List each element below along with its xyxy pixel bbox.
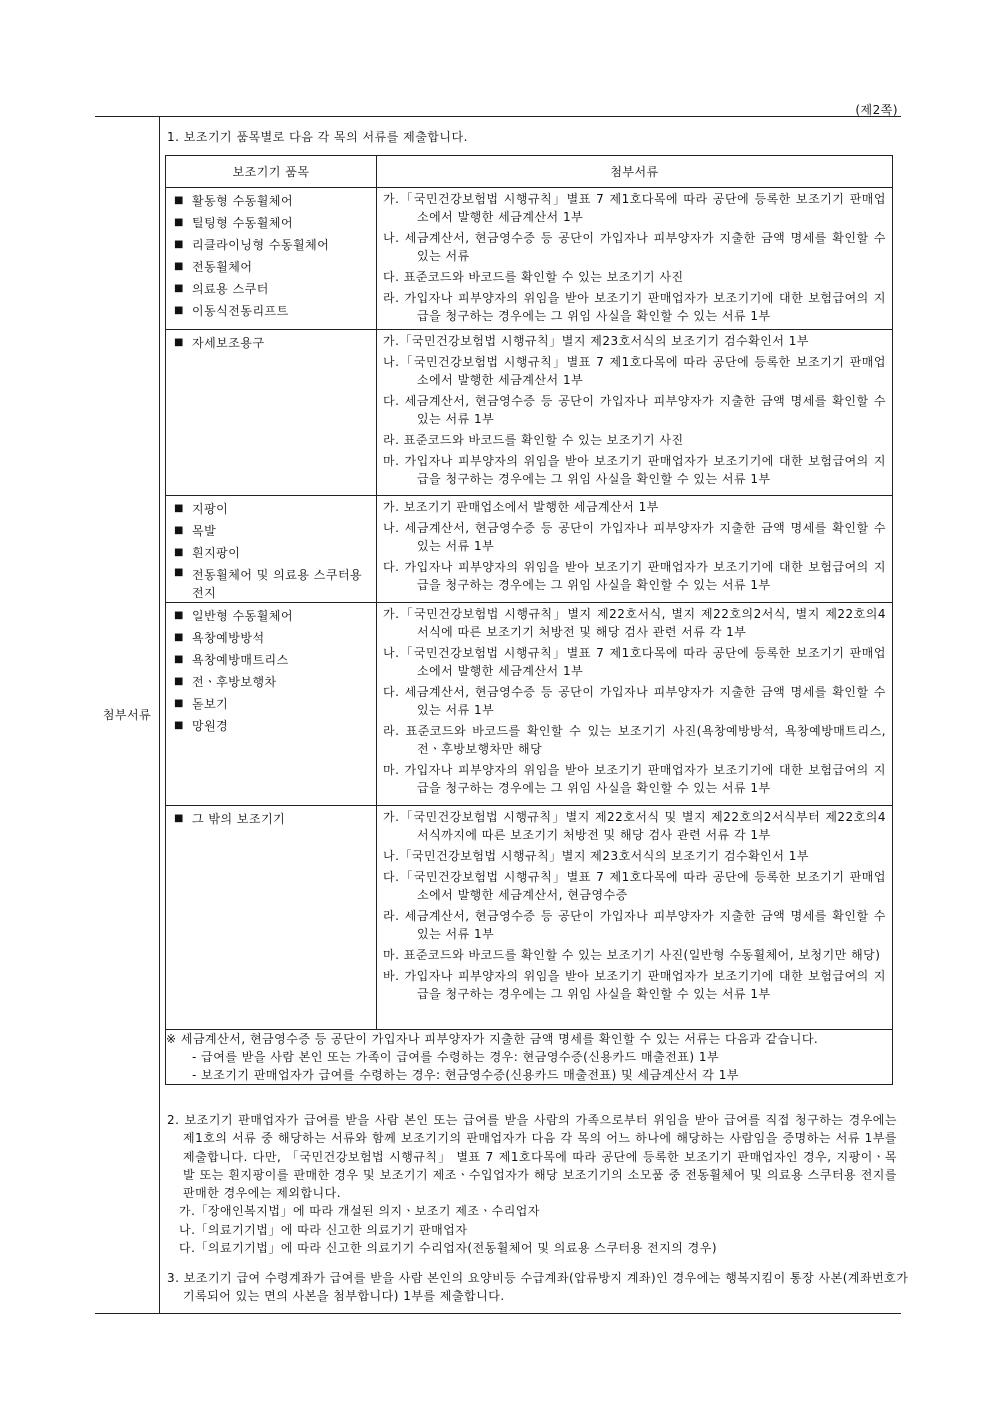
item-name: ■ 활동형 수동휠체어: [174, 190, 376, 212]
table-row: [166, 188, 893, 330]
doc-item: 가. 보조기기 판매업소에서 발행한 세금계산서 1부: [383, 500, 659, 514]
item-name: ■ 전동휠체어 및 의료용 스쿠터용 전지: [174, 564, 376, 602]
doc-item: 가.「국민건강보험법 시행규칙」별지 제22호서식, 별지 제22호의2서식, 별지 제22호의4서식에 따른 보조기기 처방전 및 해당 검사 관련 서류 각 1부: [383, 607, 886, 639]
item-name: ■ 전ㆍ후방보행차: [174, 671, 376, 693]
item-name: ■ 틸팅형 수동휠체어: [174, 212, 376, 234]
item-name: ■ 돋보기: [174, 693, 376, 715]
form-frame: [95, 116, 909, 1314]
note-sub-2: - 보조기기 판매업자가 급여를 수령하는 경우: 현금영수증(신용카드 매출전표) 및 세금계산서 각 1부: [192, 1068, 739, 1082]
doc-item: 라. 세금계산서, 현금영수증 등 공단이 가입자나 피부양자가 지출한 금액 명세를 확인할 수 있는 서류 1부: [383, 909, 886, 941]
item-name: ■ 이동식전동리프트: [174, 300, 376, 322]
note-row: [166, 1030, 893, 1085]
doc-item: 가.「국민건강보험법 시행규칙」별지 제23호서식의 보조기기 검수확인서 1부: [383, 334, 809, 348]
note-cell: [166, 1030, 893, 1085]
doc-item: 라. 가입자나 피부양자의 위임을 받아 보조기기 판매업자가 보조기기에 대한 보험급여의 지급을 청구하는 경우에는 그 위임 사실을 확인할 수 있는 서류 1부: [383, 291, 886, 323]
docs-cell: [377, 330, 893, 496]
left-column: [95, 117, 160, 1313]
table-header-row: [166, 156, 893, 188]
table-row: [166, 330, 893, 496]
doc-item: 마. 가입자나 피부양자의 위임을 받아 보조기기 판매업자가 보조기기에 대한 보험급여의 지급을 청구하는 경우에는 그 위임 사실을 확인할 수 있는 서류 1부: [383, 454, 886, 486]
item-name: ■ 흰지팡이: [174, 542, 376, 564]
docs-cell: [377, 806, 893, 1030]
section-2-option: 다.「의료기기법」에 따라 신고한 의료기기 수리업자(전동휠체어 및 의료용 스쿠터용 전지의 경우): [179, 1241, 718, 1256]
table-row: [166, 806, 893, 1030]
item-name: ■ 그 밖의 보조기기: [174, 808, 376, 830]
header-docs: 첨부서류: [377, 156, 893, 188]
section-2-text: 2. 보조기기 판매업자가 급여를 받을 사람 본인 또는 급여를 받을 사람의 가족으로부터 위임을 받아 급여를 직접 청구하는 경우에는 제1호의 서류 중 해당하는 서류와 함께 보조기기의 판매업자가 다음 각 목의 어느 하나에 해당하는 사람임을 증명하는 서류 1부를 제출합니다. 다만, 「국민건강보험법 시행규칙」 별표 7 제1호다목에 따라 공단에 등록한 보조기기 판매업자인 경우, 지팡이ㆍ목발 또는 흰지팡이를 판매한 경우 및 보조기기 제조ㆍ수입업자가 해당 보조기기의 소모품 중 전동휠체어 및 의료용 스쿠터용 전지를 판매한 경우에는 제외합니다.: [167, 1113, 897, 1201]
doc-item: 다. 세금계산서, 현금영수증 등 공단이 가입자나 피부양자가 지출한 금액 명세를 확인할 수 있는 서류 1부: [383, 685, 886, 717]
item-name: ■ 목발: [174, 520, 376, 542]
section-2-option: 가.「장애인복지법」에 따라 개설된 의지ㆍ보조기 제조ㆍ수리업자: [179, 1204, 540, 1219]
item-name: ■ 리클라이닝형 수동휠체어: [174, 234, 376, 256]
intro-text: 1. 보조기기 품목별로 다음 각 목의 서류를 제출합니다.: [167, 130, 468, 144]
item-name: ■ 전동휠체어: [174, 256, 376, 278]
section-2-option: 나.「의료기기법」에 따라 신고한 의료기기 판매업자: [179, 1222, 468, 1237]
left-label: 첨부서류: [102, 708, 152, 722]
doc-item: 바. 가입자나 피부양자의 위임을 받아 보조기기 판매업자가 보조기기에 대한 보험급여의 지급을 청구하는 경우에는 그 위임 사실을 확인할 수 있는 서류 1부: [383, 969, 886, 1001]
doc-item: 가.「국민건강보험법 시행규칙」별표 7 제1호다목에 따라 공단에 등록한 보조기기 판매업소에서 발행한 세금계산서 1부: [383, 192, 886, 224]
docs-cell: [377, 188, 893, 330]
doc-item: 다. 세금계산서, 현금영수증 등 공단이 가입자나 피부양자가 지출한 금액 명세를 확인할 수 있는 서류 1부: [383, 394, 886, 426]
page-number: (제2쪽): [855, 103, 898, 117]
items-cell: [166, 188, 377, 330]
doc-item: 마. 가입자나 피부양자의 위임을 받아 보조기기 판매업자가 보조기기에 대한 보험급여의 지급을 청구하는 경우에는 그 위임 사실을 확인할 수 있는 서류 1부: [383, 763, 886, 795]
doc-item: 다.「국민건강보험법 시행규칙」별표 7 제1호다목에 따라 공단에 등록한 보조기기 판매업소에서 발행한 세금계산서, 현금영수증: [383, 870, 886, 902]
items-cell: [166, 806, 377, 1030]
item-name: ■ 망원경: [174, 715, 376, 737]
note-sub-1: - 급여를 받을 사람 본인 또는 가족이 급여를 수령하는 경우: 현금영수증(신용카드 매출전표) 1부: [192, 1050, 720, 1064]
items-cell: [166, 496, 377, 603]
items-cell: [166, 603, 377, 806]
items-cell: [166, 330, 377, 496]
table-row: [166, 496, 893, 603]
docs-cell: [377, 496, 893, 603]
item-name: ■ 욕창예방매트리스: [174, 649, 376, 671]
section-3: 3. 보조기기 급여 수령계좌가 급여를 받을 사람 본인의 요양비등 수급계좌(압류방지 계좌)인 경우에는 행복지킴이 통장 사본(계좌번호가 기록되어 있는 면의 사본을 첨부합니다) 1부를 제출합니다.: [167, 1271, 909, 1304]
doc-item: 마. 표준코드와 바코드를 확인할 수 있는 보조기기 사진(일반형 수동휠체어, 보청기만 해당): [383, 948, 881, 962]
item-name: ■ 의료용 스쿠터: [174, 278, 376, 300]
doc-item: 다. 가입자나 피부양자의 위임을 받아 보조기기 판매업자가 보조기기에 대한 보험급여의 지급을 청구하는 경우에는 그 위임 사실을 확인할 수 있는 서류 1부: [383, 560, 886, 592]
docs-cell: [377, 603, 893, 806]
doc-item: 다. 표준코드와 바코드를 확인할 수 있는 보조기기 사진: [383, 270, 684, 284]
header-items: 보조기기 품목: [166, 156, 377, 188]
table-row: [166, 603, 893, 806]
doc-item: 나.「국민건강보험법 시행규칙」별표 7 제1호다목에 따라 공단에 등록한 보조기기 판매업소에서 발행한 세금계산서 1부: [383, 646, 886, 678]
doc-item: 라. 표준코드와 바코드를 확인할 수 있는 보조기기 사진: [383, 433, 684, 447]
doc-item: 나. 세금계산서, 현금영수증 등 공단이 가입자나 피부양자가 지출한 금액 명세를 확인할 수 있는 서류 1부: [383, 521, 886, 553]
note-main: ※ 세금계산서, 현금영수증 등 공단이 가입자나 피부양자가 지출한 금액 명세를 확인할 수 있는 서류는 다음과 같습니다.: [166, 1032, 819, 1046]
item-name: ■ 지팡이: [174, 498, 376, 520]
doc-item: 나.「국민건강보험법 시행규칙」별지 제23호서식의 보조기기 검수확인서 1부: [383, 849, 809, 863]
item-name: ■ 일반형 수동휠체어: [174, 605, 376, 627]
item-name: ■ 욕창예방방석: [174, 627, 376, 649]
attachments-table: [165, 155, 893, 1085]
doc-item: 나. 세금계산서, 현금영수증 등 공단이 가입자나 피부양자가 지출한 금액 명세를 확인할 수 있는 서류: [383, 231, 886, 263]
doc-item: 라. 표준코드와 바코드를 확인할 수 있는 보조기기 사진(욕창예방방석, 욕창예방매트리스, 전ㆍ후방보행차만 해당: [383, 724, 886, 756]
section-2: [167, 1111, 897, 1257]
doc-item: 가.「국민건강보험법 시행규칙」별지 제22호서식 및 별지 제22호의2서식부터 제22호의4서식까지에 따른 보조기기 처방전 및 해당 검사 관련 서류 각 1부: [383, 810, 886, 842]
item-name: ■ 자세보조용구: [174, 332, 376, 354]
doc-item: 나.「국민건강보험법 시행규칙」별표 7 제1호다목에 따라 공단에 등록한 보조기기 판매업소에서 발행한 세금계산서 1부: [383, 355, 886, 387]
